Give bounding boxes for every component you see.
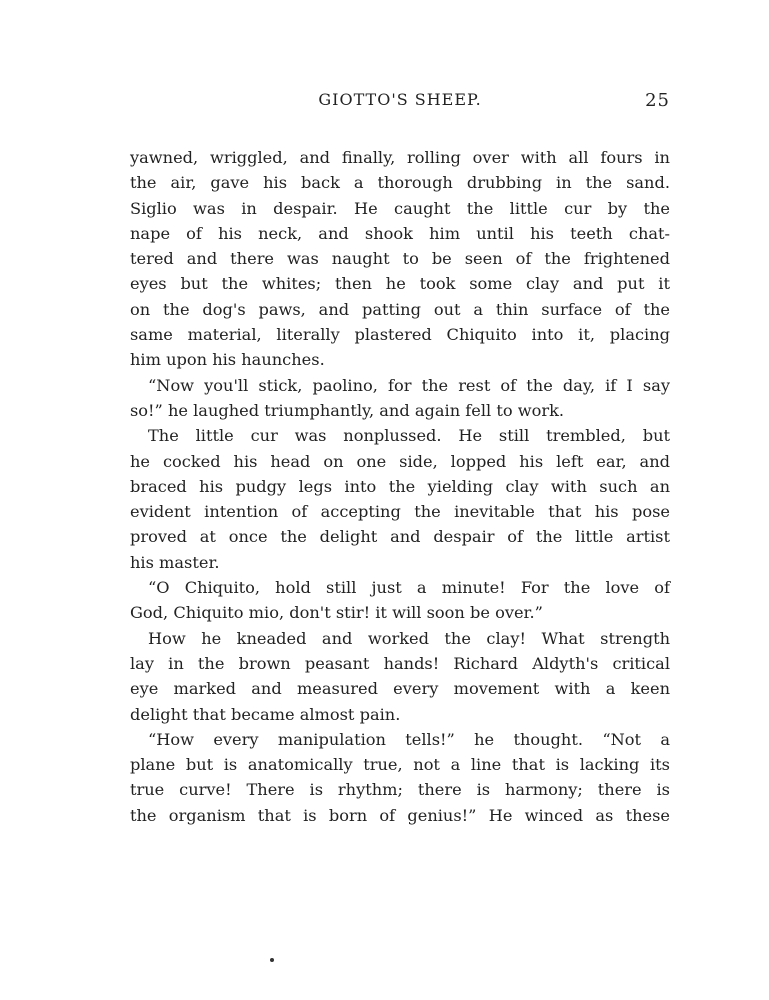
text-line: Siglio was in despair. He caught the little cur by the (130, 198, 670, 218)
scan-speck (270, 958, 274, 962)
text-line: proved at once the delight and despair of the little artist (130, 527, 670, 547)
text-line: lay in the brown peasant hands! Richard Aldyth's critical (130, 653, 670, 673)
running-header (130, 90, 670, 114)
text-line: evident intention of accepting the inevitable that his pose (130, 502, 670, 522)
text-line: him upon his haunches. (130, 350, 325, 370)
text-line: true curve! There is rhythm; there is harmony; there is (130, 780, 670, 800)
text-line: braced his pudgy legs into the yielding clay with such an (130, 476, 670, 496)
text-line: eye marked and measured every movement with a keen (130, 679, 670, 699)
text-line: the organism that is born of genius!” He winced as these (130, 805, 670, 825)
text-line: tered and there was naught to be seen of the frightened (130, 249, 670, 269)
text-line: on the dog's paws, and patting out a thin surface of the (130, 299, 670, 319)
page-body-text (130, 145, 670, 828)
text-line: he cocked his head on one side, lopped his left ear, and (130, 451, 670, 471)
text-line: The little cur was nonplussed. He still trembled, but (148, 426, 670, 446)
page-number: 25 (645, 90, 670, 111)
text-line: plane but is anatomically true, not a line that is lacking its (130, 755, 670, 775)
text-line: same material, literally plastered Chiquito into it, placing (130, 325, 670, 345)
text-line: “Now you'll stick, paolino, for the rest of the day, if I say (148, 375, 670, 395)
text-line: eyes but the whites; then he took some clay and put it (130, 274, 670, 294)
text-line: “O Chiquito, hold still just a minute! For the love of (148, 578, 670, 598)
text-line: his master. (130, 552, 220, 572)
text-line: the air, gave his back a thorough drubbing in the sand. (130, 173, 670, 193)
text-line: God, Chiquito mio, don't stir! it will soon be over.” (130, 603, 543, 623)
text-line: yawned, wriggled, and finally, rolling over with all fours in (130, 148, 670, 167)
text-line: so!” he laughed triumphantly, and again fell to work. (130, 400, 565, 420)
text-line: nape of his neck, and shook him until his teeth chat- (130, 223, 670, 243)
text-line: “How every manipulation tells!” he thought. “Not a (148, 729, 670, 749)
text-line: How he kneaded and worked the clay! What strength (148, 628, 670, 648)
running-title: GIOTTO'S SHEEP. (318, 90, 482, 109)
text-line: delight that became almost pain. (130, 704, 401, 724)
